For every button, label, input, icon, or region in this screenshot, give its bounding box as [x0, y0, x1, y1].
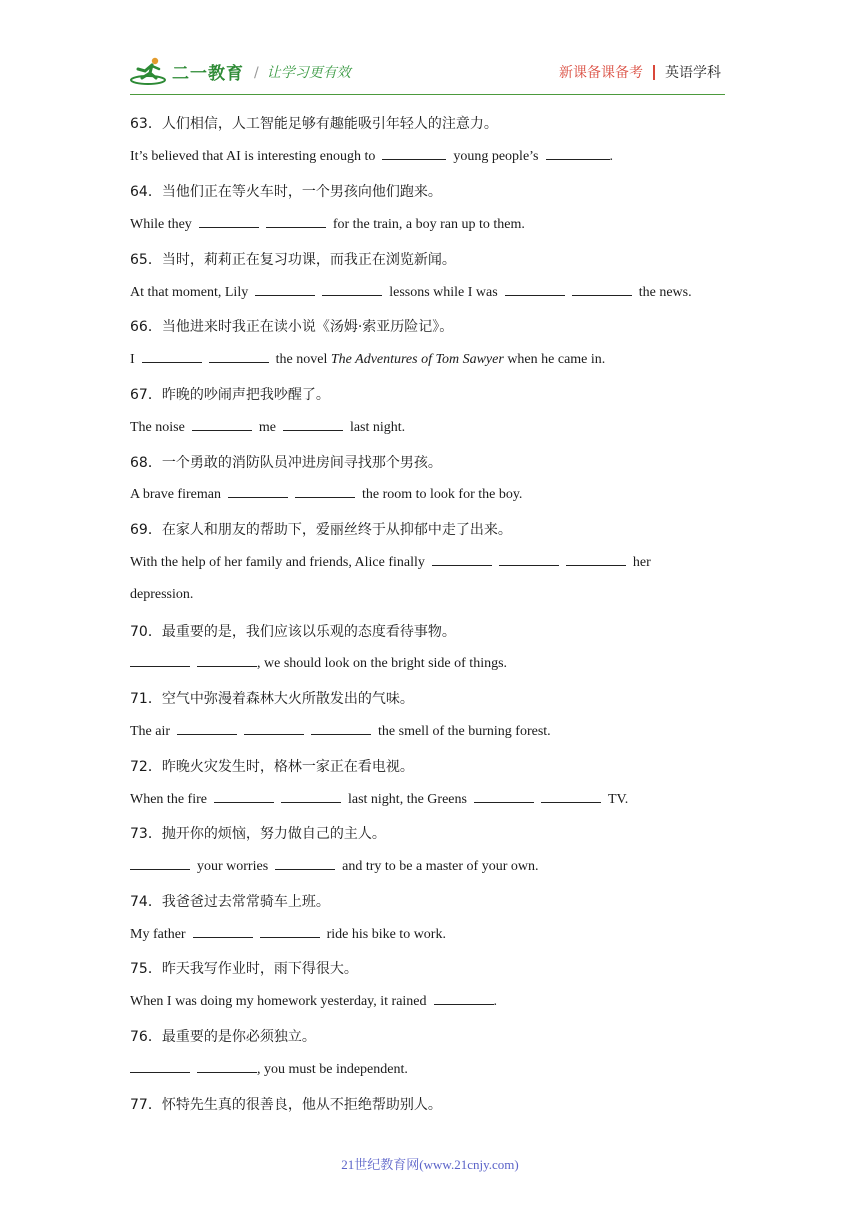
- question-67-prompt: 67．昨晚的吵闹声把我吵醒了。: [130, 387, 330, 403]
- question-66-prompt: 66．当他进来时我正在读小说《汤姆·索亚历险记》。: [130, 319, 454, 335]
- question-65-answer-line: [130, 283, 692, 301]
- answer-blank[interactable]: [434, 992, 494, 1005]
- question-number: 69: [130, 522, 148, 538]
- question-72-prompt: 72．昨晚火灾发生时，格林一家正在看电视。: [130, 759, 414, 775]
- sentence-part: A brave fireman: [130, 487, 221, 502]
- question-chinese: 当时，莉莉正在复习功课，而我正在浏览新闻。: [161, 252, 456, 268]
- question-68-prompt: 68．一个勇敢的消防队员冲进房间寻找那个男孩。: [130, 455, 442, 471]
- question-chinese: 在家人和朋友的帮助下，爱丽丝终于从抑郁中走了出来。: [161, 522, 512, 538]
- question-chinese: 最重要的是，我们应该以乐观的态度看待事物。: [161, 624, 456, 640]
- sentence-part: .: [609, 149, 613, 164]
- question-chinese: 昨晚的吵闹声把我吵醒了。: [161, 387, 330, 403]
- question-75-answer-line: [130, 992, 497, 1010]
- question-66-answer-line: [130, 350, 605, 368]
- question-chinese: 昨晚火灾发生时，格林一家正在看电视。: [161, 759, 414, 775]
- question-chinese: 一个勇敢的消防队员冲进房间寻找那个男孩。: [161, 455, 442, 471]
- question-77-prompt: 77．怀特先生真的很善良，他从不拒绝帮助别人。: [130, 1097, 442, 1113]
- answer-blank[interactable]: [244, 722, 304, 735]
- question-number: 71: [130, 691, 148, 707]
- question-number: 75: [130, 961, 148, 977]
- sentence-part: , you must be independent.: [257, 1062, 408, 1077]
- sentence-part: your worries: [197, 859, 269, 874]
- question-71-answer-line: [130, 722, 551, 740]
- answer-blank[interactable]: [255, 283, 315, 296]
- answer-blank[interactable]: [275, 857, 335, 870]
- answer-blank[interactable]: [199, 215, 259, 228]
- question-70-answer-line: [130, 654, 507, 672]
- book-title: The Adventures of Tom Sawyer: [330, 352, 504, 367]
- answer-blank[interactable]: [228, 485, 288, 498]
- question-chinese: 当他们正在等火车时，一个男孩向他们跑来。: [161, 184, 442, 200]
- answer-blank[interactable]: [130, 1060, 190, 1073]
- question-75-prompt: 75．昨天我写作业时，雨下得很大。: [130, 961, 358, 977]
- answer-blank[interactable]: [572, 283, 632, 296]
- answer-blank[interactable]: [260, 925, 320, 938]
- slogan-text: 让学习更有效: [266, 65, 351, 81]
- question-64-answer-line: [130, 215, 525, 233]
- sentence-part: her: [632, 555, 651, 570]
- question-number: 73: [130, 826, 148, 842]
- answer-blank[interactable]: [266, 215, 326, 228]
- answer-blank[interactable]: [281, 790, 341, 803]
- question-number: 68: [130, 455, 148, 471]
- runner-logo-icon: [130, 56, 170, 86]
- sentence-part: While they: [130, 217, 192, 232]
- question-76-prompt: 76．最重要的是你必须独立。: [130, 1029, 316, 1045]
- sentence-part: My father: [130, 927, 186, 942]
- question-chinese: 最重要的是你必须独立。: [161, 1029, 316, 1045]
- sentence-part: When I was doing my homework yesterday, it rained: [130, 994, 427, 1009]
- answer-blank[interactable]: [474, 790, 534, 803]
- header-separator: [653, 65, 655, 80]
- sentence-part: The noise: [130, 420, 185, 435]
- answer-blank[interactable]: [177, 722, 237, 735]
- question-69-answer-line-2: [130, 587, 193, 603]
- question-76-answer-line: [130, 1060, 408, 1078]
- sentence-part: The air: [130, 724, 171, 739]
- sentence-part: ride his bike to work.: [326, 927, 446, 942]
- answer-blank[interactable]: [197, 1060, 257, 1073]
- answer-blank[interactable]: [382, 147, 446, 160]
- question-65-prompt: 65．当时，莉莉正在复习功课，而我正在浏览新闻。: [130, 252, 456, 268]
- answer-blank[interactable]: [283, 418, 343, 431]
- sentence-part: the room to look for the boy.: [361, 487, 523, 502]
- question-number: 76: [130, 1029, 148, 1045]
- sentence-part: .: [493, 994, 498, 1009]
- question-70-prompt: 70．最重要的是，我们应该以乐观的态度看待事物。: [130, 624, 456, 640]
- sentence-part: last night.: [349, 420, 406, 435]
- slogan: [254, 62, 351, 82]
- course-label: 新课备课备考: [559, 65, 643, 81]
- sentence-part: last night, the Greens: [347, 792, 467, 807]
- sentence-part: me: [258, 420, 276, 435]
- sentence-part: It’s believed that AI is interesting enough to: [130, 149, 376, 164]
- header-right: [559, 62, 721, 82]
- sentence-part: for the train, a boy ran up to them.: [332, 217, 525, 232]
- question-number: 77: [130, 1097, 148, 1113]
- question-chinese: 当他进来时我正在读小说《汤姆·索亚历险记》。: [161, 319, 454, 335]
- sentence-part: At that moment, Lily: [130, 285, 249, 300]
- question-69-answer-line: [130, 553, 651, 571]
- answer-blank[interactable]: [197, 654, 257, 667]
- question-68-answer-line: [130, 485, 522, 503]
- answer-blank[interactable]: [130, 857, 190, 870]
- question-69-prompt: 69．在家人和朋友的帮助下，爱丽丝终于从抑郁中走了出来。: [130, 522, 512, 538]
- logo: [130, 56, 244, 86]
- answer-blank[interactable]: [505, 283, 565, 296]
- answer-blank[interactable]: [142, 350, 202, 363]
- question-number: 74: [130, 894, 148, 910]
- question-74-prompt: 74．我爸爸过去常常骑车上班。: [130, 894, 330, 910]
- answer-blank[interactable]: [499, 553, 559, 566]
- sentence-part: the novel: [275, 352, 328, 367]
- sentence-part: depression.: [130, 587, 194, 602]
- page-footer: 21世纪教育网(www.21cnjy.com): [341, 1157, 519, 1172]
- question-number: 67: [130, 387, 148, 403]
- answer-blank[interactable]: [130, 654, 190, 667]
- question-73-prompt: 73．抛开你的烦恼，努力做自己的主人。: [130, 826, 386, 842]
- logo-text: 二一教育: [172, 63, 244, 84]
- sentence-part: , we should look on the bright side of things.: [257, 656, 508, 671]
- answer-blank[interactable]: [541, 790, 601, 803]
- slash-divider: /: [254, 65, 259, 81]
- answer-blank[interactable]: [311, 722, 371, 735]
- sentence-part: TV.: [607, 792, 629, 807]
- answer-blank[interactable]: [192, 418, 252, 431]
- question-number: 63: [130, 116, 148, 132]
- answer-blank[interactable]: [566, 553, 626, 566]
- sentence-part: When the fire: [130, 792, 207, 807]
- question-64-prompt: 64．当他们正在等火车时，一个男孩向他们跑来。: [130, 184, 442, 200]
- answer-blank[interactable]: [214, 790, 274, 803]
- question-chinese: 空气中弥漫着森林大火所散发出的气味。: [161, 691, 414, 707]
- sentence-part: I: [130, 352, 135, 367]
- answer-blank[interactable]: [432, 553, 492, 566]
- answer-blank[interactable]: [546, 147, 610, 160]
- sentence-part: young people’s: [453, 149, 539, 164]
- question-71-prompt: 71．空气中弥漫着森林大火所散发出的气味。: [130, 691, 414, 707]
- answer-blank[interactable]: [322, 283, 382, 296]
- question-chinese: 昨天我写作业时，雨下得很大。: [161, 961, 358, 977]
- question-number: 64: [130, 184, 148, 200]
- answer-blank[interactable]: [193, 925, 253, 938]
- question-number: 72: [130, 759, 148, 775]
- subject-label: 英语学科: [665, 65, 721, 81]
- question-63-answer-line: [130, 147, 613, 165]
- question-number: 65: [130, 252, 148, 268]
- question-chinese: 我爸爸过去常常骑车上班。: [161, 894, 330, 910]
- sentence-part: and try to be a master of your own.: [342, 859, 539, 874]
- question-63-prompt: 63．人们相信，人工智能足够有趣能吸引年轻人的注意力。: [130, 116, 498, 132]
- sentence-part: lessons while I was: [389, 285, 498, 300]
- question-74-answer-line: [130, 925, 446, 943]
- question-73-answer-line: [130, 857, 539, 875]
- question-chinese: 怀特先生真的很善良，他从不拒绝帮助别人。: [161, 1097, 442, 1113]
- question-72-answer-line: [130, 790, 628, 808]
- sentence-part: when he came in.: [507, 352, 606, 367]
- question-67-answer-line: [130, 418, 405, 436]
- sentence-part: the news.: [638, 285, 692, 300]
- sentence-part: the smell of the burning forest.: [378, 724, 551, 739]
- answer-blank[interactable]: [209, 350, 269, 363]
- question-chinese: 抛开你的烦恼，努力做自己的主人。: [161, 826, 386, 842]
- answer-blank[interactable]: [295, 485, 355, 498]
- page-header: [130, 52, 725, 95]
- question-chinese: 人们相信，人工智能足够有趣能吸引年轻人的注意力。: [161, 116, 498, 132]
- sentence-part: With the help of her family and friends, Alice finally: [130, 555, 425, 570]
- question-number: 66: [130, 319, 148, 335]
- question-number: 70: [130, 624, 148, 640]
